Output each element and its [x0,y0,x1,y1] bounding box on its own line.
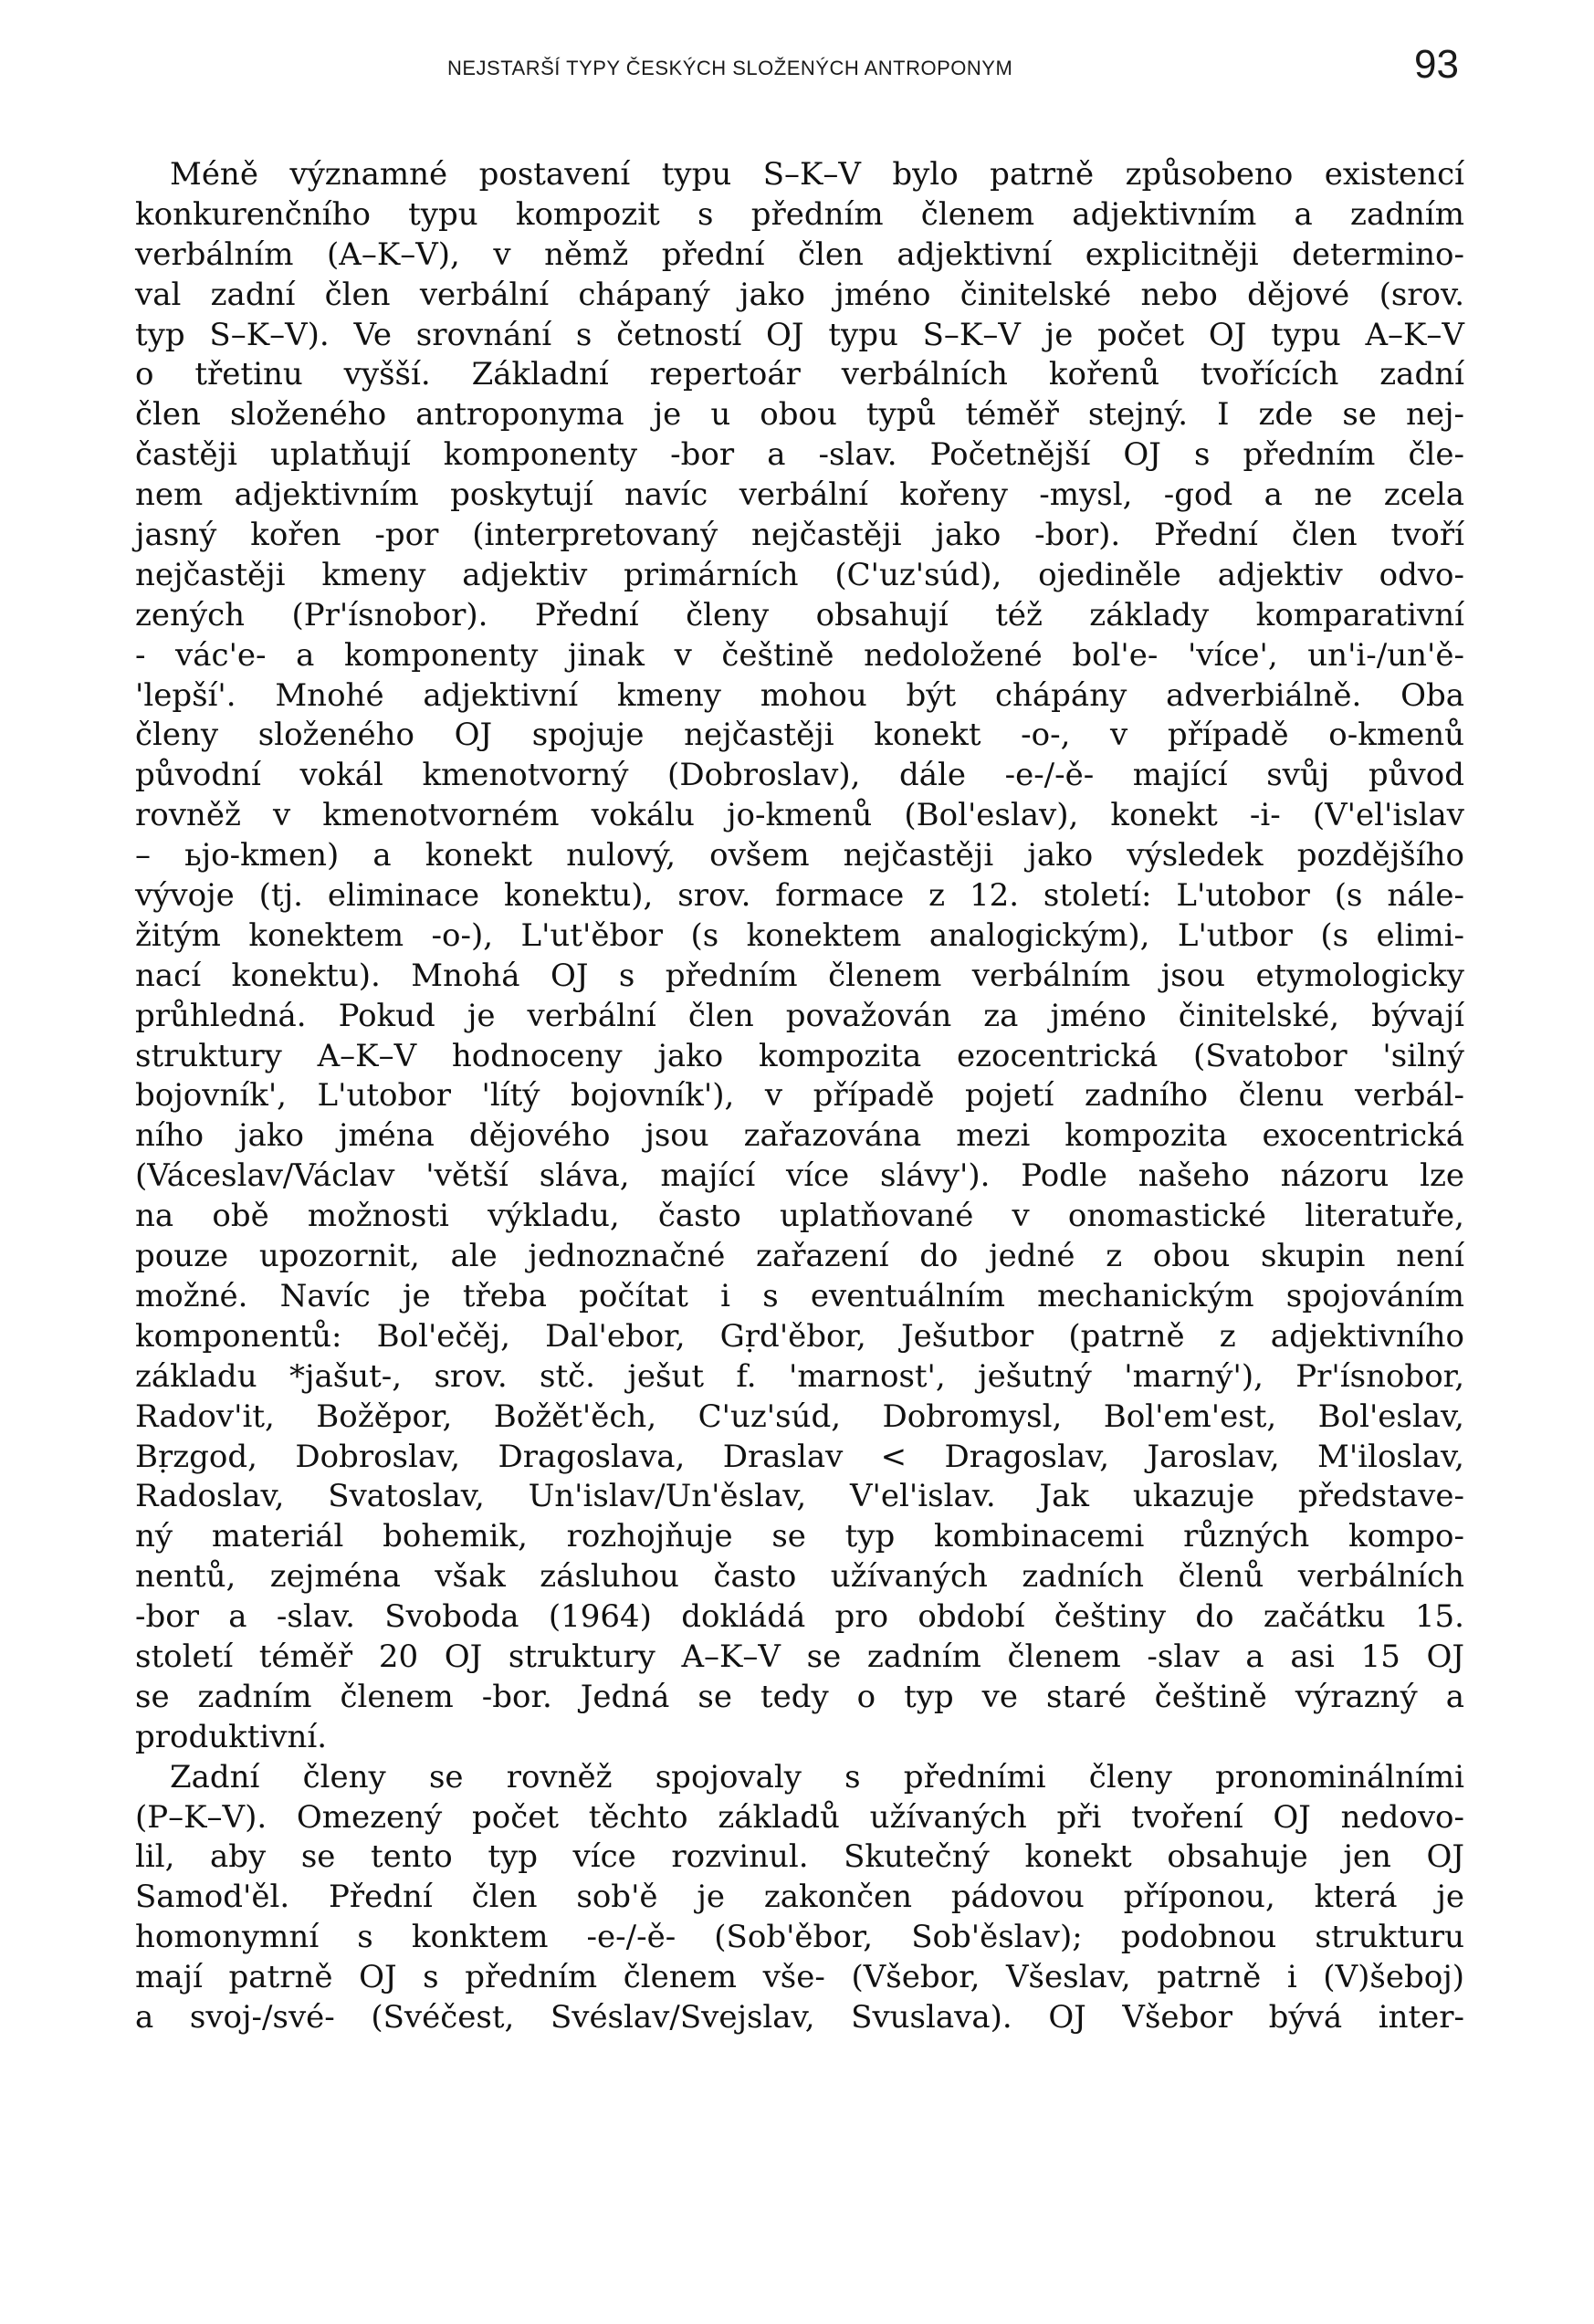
text-line: častěji uplatňují komponenty -bor a -slav. Početnější OJ s předním čle- [135,436,1464,474]
text-line: (Váceslav/Václav 'větší sláva, mající více slávy'). Podle našeho názoru lze [135,1157,1464,1195]
text-line: možné. Navíc je třeba počítat i s eventuálním mechanickým spojováním [135,1277,1464,1314]
text-line: základu *jašut-, srov. stč. ješut f. 'marnost', ješutný 'marný'), Pr'ísnobor, [135,1357,1464,1395]
text-line: století téměř 20 OJ struktury A–K–V se zadním členem -slav a asi 15 OJ [135,1638,1464,1675]
text-line: se zadním členem -bor. Jedná se tedy o typ ve staré češtině výrazný a [135,1678,1464,1715]
text-line: nací konektu). Mnohá OJ s předním členem verbálním jsou etymologicky [135,957,1464,994]
text-line: nentů, zejména však zásluhou často užívaných zadních členů verbálních [135,1558,1464,1596]
text-line: konkurenčního typu kompozit s předním členem adjektivním a zadním [135,195,1464,233]
text-line: zených (Pr'ísnobor). Přední členy obsahují též základy komparativní [135,596,1464,633]
text-line: - vác'e- a komponenty jinak v češtině nedoložené bol'e- 'více', un'i-/un'ě- [135,636,1464,674]
text-line: produktivní. [135,1718,328,1755]
text-line: jasný kořen -por (interpretovaný nejčastěji jako -bor). Přední člen tvoří [135,517,1464,554]
text-line: (P–K–V). Omezený počet těchto základů užívaných při tvoření OJ nedovo- [135,1798,1464,1836]
text-line: nejčastěji kmeny adjektiv primárních (C'uz'súd), ojediněle adjektiv odvo- [135,556,1464,593]
text-line: Zadní členy se rovněž spojovaly s předními členy pronominálními [170,1758,1464,1795]
text-line: nem adjektivním poskytují navíc verbální kořeny -mysl, -god a ne zcela [135,476,1464,514]
text-line: o třetinu vyšší. Základní repertoár verbálních kořenů tvořících zadní [135,356,1464,393]
body-text [135,155,1464,2038]
text-line: ný materiál bohemik, rozhojňuje se typ kombinacemi různých kompo- [135,1518,1464,1555]
text-line: mají patrně OJ s předním členem vše- (Všebor, Všeslav, patrně i (V)šeboj) [135,1959,1464,1996]
text-line: průhledná. Pokud je verbální člen považován za jméno činitelské, bývají [135,997,1464,1034]
text-line: komponentů: Bol'ečěj, Dal'ebor, Gṛd'ěbor, Ješutbor (patrně z adjektivního [135,1317,1464,1355]
running-title: NEJSTARŠÍ TYPY ČESKÝCH SLOŽENÝCH ANTROPONYM [447,57,1013,79]
text-line: Radoslav, Svatoslav, Un'islav/Un'ěslav, V'el'islav. Jak ukazuje představe- [135,1478,1464,1515]
text-line: a svoj-/své- (Svéčest, Svéslav/Svejslav, Svuslava). OJ Všebor bývá inter- [135,1998,1464,2036]
text-line: Radov'it, Božěpor, Božět'ěch, C'uz'súd, Dobromysl, Bol'em'est, Bol'eslav, [135,1398,1464,1435]
text-line: na obě možnosti výkladu, často uplatňované v onomastické literatuře, [135,1198,1464,1235]
text-line: žitým konektem -o-), L'ut'ěbor (s konektem analogickým), L'utbor (s elimi- [135,916,1464,954]
text-line: -bor a -slav. Svoboda (1964) dokládá pro období češtiny do začátku 15. [135,1598,1464,1636]
text-line: rovněž v kmenotvorném vokálu jo-kmenů (Bol'eslav), konekt -i- (V'el'islav [135,797,1464,834]
text-line: val zadní člen verbální chápaný jako jméno činitelské nebo dějové (srov. [135,276,1464,313]
text-line: verbálním (A–K–V), v němž přední člen adjektivní explicitněji determino- [135,236,1464,273]
text-line: vývoje (tj. eliminace konektu), srov. formace z 12. století: L'utobor (s nále- [135,877,1464,915]
text-line: homonymní s konktem -e-/-ě- (Sob'ěbor, Sob'ěslav); podobnou strukturu [135,1919,1464,1956]
text-line: 'lepší'. Mnohé adjektivní kmeny mohou být chápány adverbiálně. Oba [135,676,1464,714]
page-number: 93 [1414,42,1459,87]
text-line: Bṛzgod, Dobroslav, Dragoslava, Draslav < Dragoslav, Jaroslav, M'iloslav, [135,1438,1464,1475]
text-line: struktury A–K–V hodnoceny jako kompozita ezocentrická (Svatobor 'silný [135,1037,1464,1074]
text-line: člen složeného antroponyma je u obou typů téměř stejný. I zde se nej- [135,396,1464,434]
text-line: členy složeného OJ spojuje nejčastěji konekt -o-, v případě o-kmenů [135,717,1464,754]
text-line: Méně významné postavení typu S–K–V bylo patrně způsobeno existencí [170,156,1464,193]
text-line: Samod'ěl. Přední člen sob'ě je zakončen pádovou příponou, která je [135,1879,1464,1916]
text-line: původní vokál kmenotvorný (Dobroslav), dále -e-/-ě- mající svůj původ [135,757,1464,794]
text-line: pouze upozornit, ale jednoznačné zařazení do jedné z obou skupin není [135,1238,1464,1275]
text-line: – ьjo-kmen) a konekt nulový, ovšem nejčastěji jako výsledek pozdějšího [135,837,1464,874]
text-line: typ S–K–V). Ve srovnání s četností OJ typu S–K–V je počet OJ typu A–K–V [135,316,1464,353]
text-line: bojovník', L'utobor 'lítý bojovník'), v případě pojetí zadního členu verbál- [135,1077,1464,1115]
text-line: lil, aby se tento typ více rozvinul. Skutečný konekt obsahuje jen OJ [135,1838,1464,1876]
text-line: ního jako jména dějového jsou zařazována mezi kompozita exocentrická [135,1117,1464,1155]
